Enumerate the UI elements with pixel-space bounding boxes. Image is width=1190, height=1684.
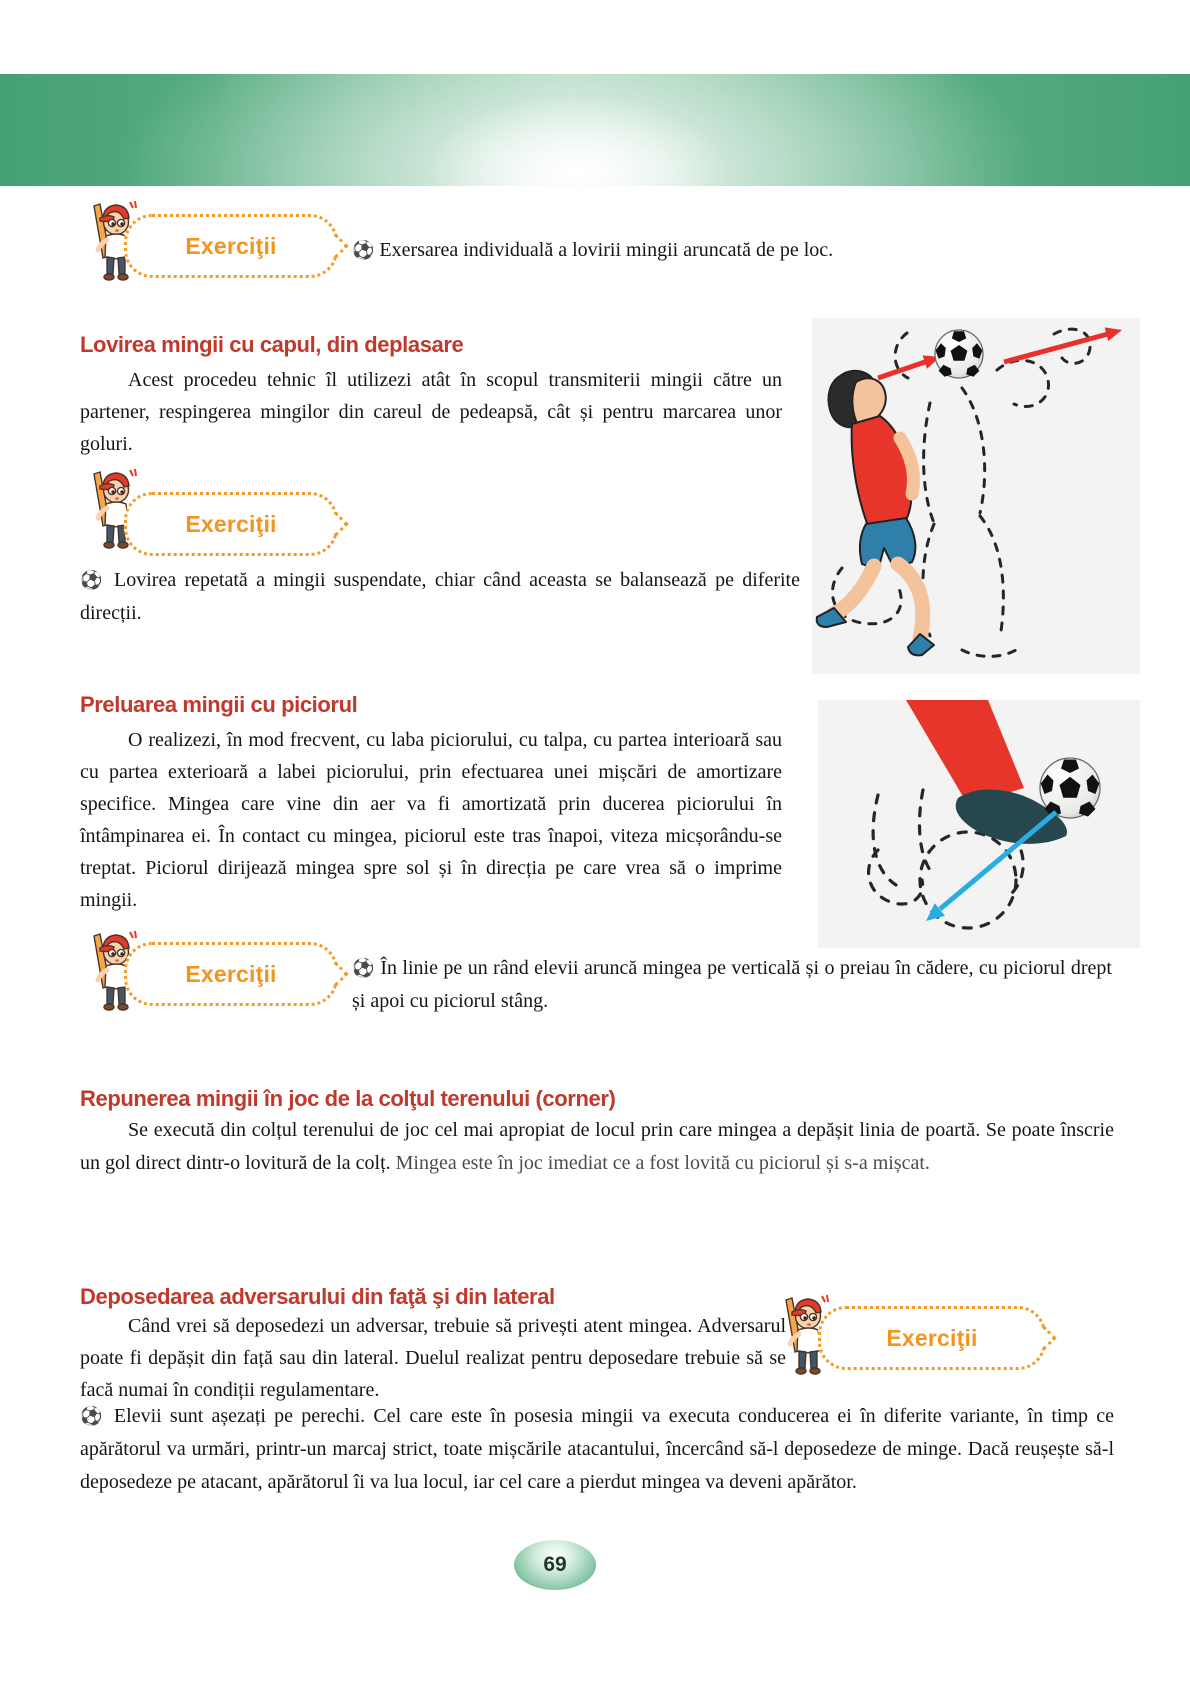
- section-body-repunerea-black: Se execută din colțul terenului de joc cel mai apropiat de locul prin care mingea a depășit linia de poartă. Se poate înscrie un gol direct dintr-o lovitură de la colț.: [80, 1119, 1114, 1174]
- exercise-item-1: [352, 234, 1052, 267]
- section-body-deposedarea: Când vrei să deposedezi un adversar, trebuie să privești atent mingea. Adversarul poate fi depășit din față sau din lateral. Duelul realizat pentru deposedare trebuie să se facă numai în condiții regulamentare.: [80, 1315, 786, 1401]
- soccer-ball: [935, 330, 983, 378]
- exercise-item-4-text: Elevii sunt așezați pe perechi. Cel care este în posesia mingii va executa conducerea ei în diferite variante, în timp ce apărătorul va urmări, printr-un marcaj strict, toate mișcările atacantului, încercând să-l deposedeze de minge. Dacă reușește să-l deposedeze pe atacant, apărătorul îi va lua locul, iar cel care a pierdut mingea va deveni apărător.: [80, 1405, 1115, 1493]
- exercises-bubble: [818, 1306, 1046, 1370]
- section-body-repunerea-gray: Mingea este în joc imediat ce a fost lovită cu piciorul și s-a mișcat.: [395, 1152, 930, 1174]
- section-body-repunerea: [80, 1114, 1114, 1180]
- section-heading-lovirea-cu-capul: Lovirea mingii cu capul, din deplasare: [80, 332, 464, 357]
- illustration-foot-trap: [818, 700, 1140, 948]
- exercises-bubble: [124, 214, 338, 278]
- exercises-label: Exerciţii: [886, 1324, 978, 1351]
- exercise-item-2: [80, 564, 800, 630]
- exercise-item-2-text: Lovirea repetată a mingii suspendate, chiar când aceasta se balansează pe diferite direcții.: [80, 569, 800, 624]
- section-heading-repunerea: Repunerea mingii în joc de la colţul terenului (corner): [80, 1086, 616, 1111]
- exercise-item-3-text: În linie pe un rând elevii aruncă mingea pe verticală și o preiau în cădere, cu piciorul drept și apoi cu piciorul stâng.: [352, 957, 1112, 1012]
- section-heading-preluarea: Preluarea mingii cu piciorul: [80, 692, 358, 717]
- page-number: 69: [543, 1553, 567, 1576]
- exercise-item-1-text: Exersarea individuală a lovirii mingii aruncată de pe loc.: [379, 239, 834, 261]
- exercise-item-3: [352, 952, 1112, 1018]
- soccer-ball-icon: ⚽: [80, 1406, 106, 1427]
- illustration-heading-ball: [812, 318, 1140, 674]
- exercise-item-4: [80, 1400, 1114, 1499]
- section-body-preluarea: O realizezi, în mod frecvent, cu laba piciorului, cu talpa, cu partea interioară sau cu partea exterioară a labei piciorului, prin efectuarea unei mișcări de amortizare specifice. Mingea care vine din aer va fi amortizată prin ducerea piciorului în întâmpinarea ei. În contact cu mingea, piciorul este tras înapoi, viteza micșorându-se treptat. Piciorul dirijează mingea spre sol și în direcția pe care vrea să o imprime mingii.: [80, 729, 782, 911]
- exercises-label: Exerciţii: [185, 960, 277, 987]
- soccer-ball-icon: ⚽: [352, 958, 375, 979]
- section-body-lovirea-cu-capul: Acest procedeu tehnic îl utilizezi atât în scopul transmiterii mingii către un partener, respingerea mingilor din careul de pedeapsă, cât și pentru marcarea unor goluri.: [80, 369, 782, 455]
- exercises-bubble: [124, 942, 338, 1006]
- soccer-ball-icon: ⚽: [80, 570, 106, 591]
- soccer-ball: [1040, 758, 1100, 818]
- exercises-label: Exerciţii: [185, 232, 277, 259]
- page-number-badge: [514, 1540, 596, 1590]
- soccer-ball-icon: ⚽: [352, 240, 375, 261]
- exercises-bubble: [124, 492, 338, 556]
- section-heading-deposedarea: Deposedarea adversarului din faţă şi din lateral: [80, 1284, 555, 1309]
- header-band: [0, 74, 1190, 186]
- exercises-label: Exerciţii: [185, 510, 277, 537]
